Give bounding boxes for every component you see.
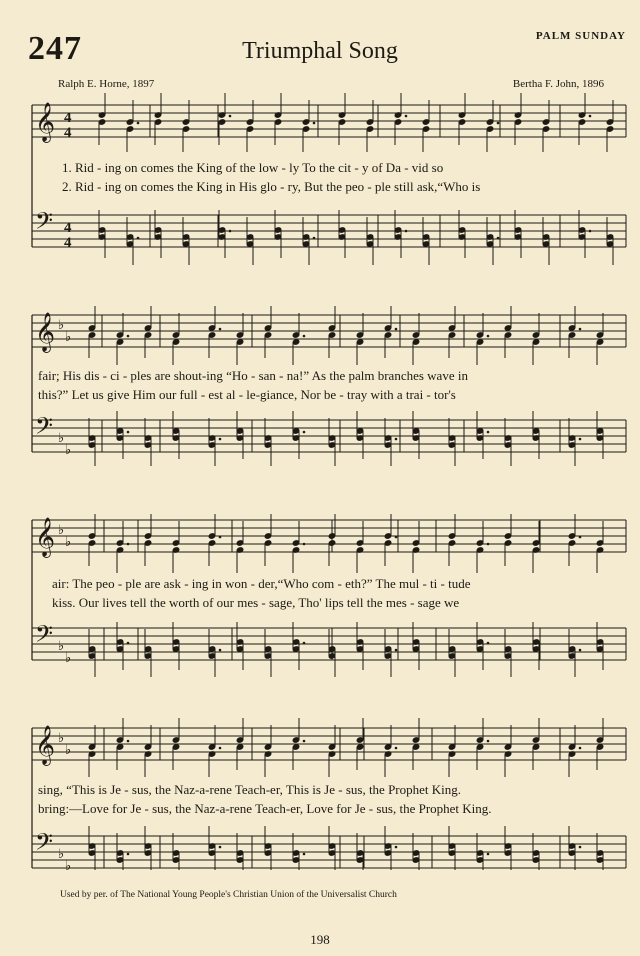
dot <box>487 335 490 338</box>
flat-icon: ♭ <box>58 522 65 537</box>
hymn-title: Triumphal Song <box>242 38 398 64</box>
flat-icon: ♭ <box>65 329 72 344</box>
flat-icon: ♭ <box>65 534 72 549</box>
lyric-line-s1-v2: 2. Rid - ing on comes the King in His glo - ry, But the peo - ple still ask,“Who is <box>62 179 481 194</box>
dot <box>219 846 222 849</box>
dot <box>579 536 582 539</box>
flat-icon: ♭ <box>58 317 65 332</box>
dot <box>127 642 130 645</box>
flat-icon: ♭ <box>58 730 65 745</box>
dot <box>303 543 306 546</box>
flat-icon: ♭ <box>58 846 65 861</box>
treble-clef-icon: 𝄞 <box>35 312 56 352</box>
dot <box>303 853 306 856</box>
dot <box>395 328 398 331</box>
hymn-number: 247 <box>28 30 82 67</box>
dot <box>127 335 130 338</box>
flat-icon: ♭ <box>65 442 72 457</box>
dot <box>579 438 582 441</box>
composer-credit: Bertha F. John, 1896 <box>512 78 604 90</box>
lyric-line-s4-v2: bring:—Love for Je - sus, the Naz-a-rene Teach-er, Love for Je - sus, the Prophet King. <box>38 801 492 816</box>
dot <box>405 230 408 233</box>
flat-icon: ♭ <box>65 858 72 870</box>
dot <box>405 115 408 118</box>
flat-icon: ♭ <box>58 430 65 445</box>
bass-clef-icon: 𝄢 <box>35 207 54 240</box>
dot <box>395 649 398 652</box>
dot <box>127 853 130 856</box>
dot <box>497 122 500 125</box>
dot <box>487 642 490 645</box>
dot <box>589 115 592 118</box>
dot <box>313 122 316 125</box>
dot <box>487 543 490 546</box>
lyric-line-s4-v1: sing, “This is Je - sus, the Naz-a-rene Teach-er, This is Je - sus, the Prophet King. <box>38 782 462 797</box>
dot <box>487 740 490 743</box>
dot <box>395 747 398 750</box>
dot <box>127 740 130 743</box>
treble-clef-icon: 𝄞 <box>35 102 56 142</box>
copyright-footnote: Used by per. of The National Young People's Christian Union of the Universalist Church <box>60 890 397 900</box>
dot <box>579 649 582 652</box>
dot <box>579 846 582 849</box>
dot <box>137 237 140 240</box>
dot <box>137 122 140 125</box>
dot <box>395 846 398 849</box>
flat-icon: ♭ <box>65 650 72 665</box>
dot <box>395 536 398 539</box>
dot <box>303 431 306 434</box>
time-signature: 4 <box>64 235 72 251</box>
dot <box>219 328 222 331</box>
treble-clef-icon: 𝄞 <box>35 517 56 557</box>
page-number: 198 <box>310 932 330 947</box>
time-signature: 4 <box>64 125 72 141</box>
lyric-line-s1-v1: 1. Rid - ing on comes the King of the low - ly To the cit - y of Da - vid so <box>62 160 444 175</box>
lyric-line-s2-v2: this?” Let us give Him our full - est al - le-giance, Nor be - tray with a trai - tor's <box>38 387 456 402</box>
lyric-line-s2-v1: fair; His dis - ci - ples are shout-ing “Ho - san - na!” As the palm branches wave in <box>38 368 468 383</box>
bass-clef-icon: 𝄢 <box>35 620 54 653</box>
lyric-line-s3-v2: kiss. Our lives tell the worth of our mes - sage, Tho' lips tell the mes - sage we <box>52 595 460 610</box>
dot <box>229 230 232 233</box>
dot <box>487 431 490 434</box>
dot <box>219 536 222 539</box>
dot <box>229 115 232 118</box>
dot <box>303 642 306 645</box>
time-signature: 4 <box>64 110 72 126</box>
dot <box>579 747 582 750</box>
lyric-line-s3-v1: air: The peo - ple are ask - ing in won - der,“Who com - eth?” The mul - ti - tude <box>52 576 471 591</box>
dot <box>589 230 592 233</box>
dot <box>313 237 316 240</box>
dot <box>219 747 222 750</box>
time-signature: 4 <box>64 220 72 236</box>
dot <box>579 328 582 331</box>
dot <box>219 649 222 652</box>
dot <box>127 431 130 434</box>
dot <box>303 740 306 743</box>
bass-clef-icon: 𝄢 <box>35 412 54 445</box>
flat-icon: ♭ <box>58 638 65 653</box>
author-credit: Ralph E. Horne, 1897 <box>58 78 155 90</box>
bass-clef-icon: 𝄢 <box>35 828 54 861</box>
flat-icon: ♭ <box>65 742 72 757</box>
dot <box>127 543 130 546</box>
treble-clef-icon: 𝄞 <box>35 725 56 765</box>
dot <box>303 335 306 338</box>
dot <box>219 438 222 441</box>
season-label: PALM SUNDAY <box>535 30 626 42</box>
dot <box>395 438 398 441</box>
dot <box>497 237 500 240</box>
dot <box>487 853 490 856</box>
